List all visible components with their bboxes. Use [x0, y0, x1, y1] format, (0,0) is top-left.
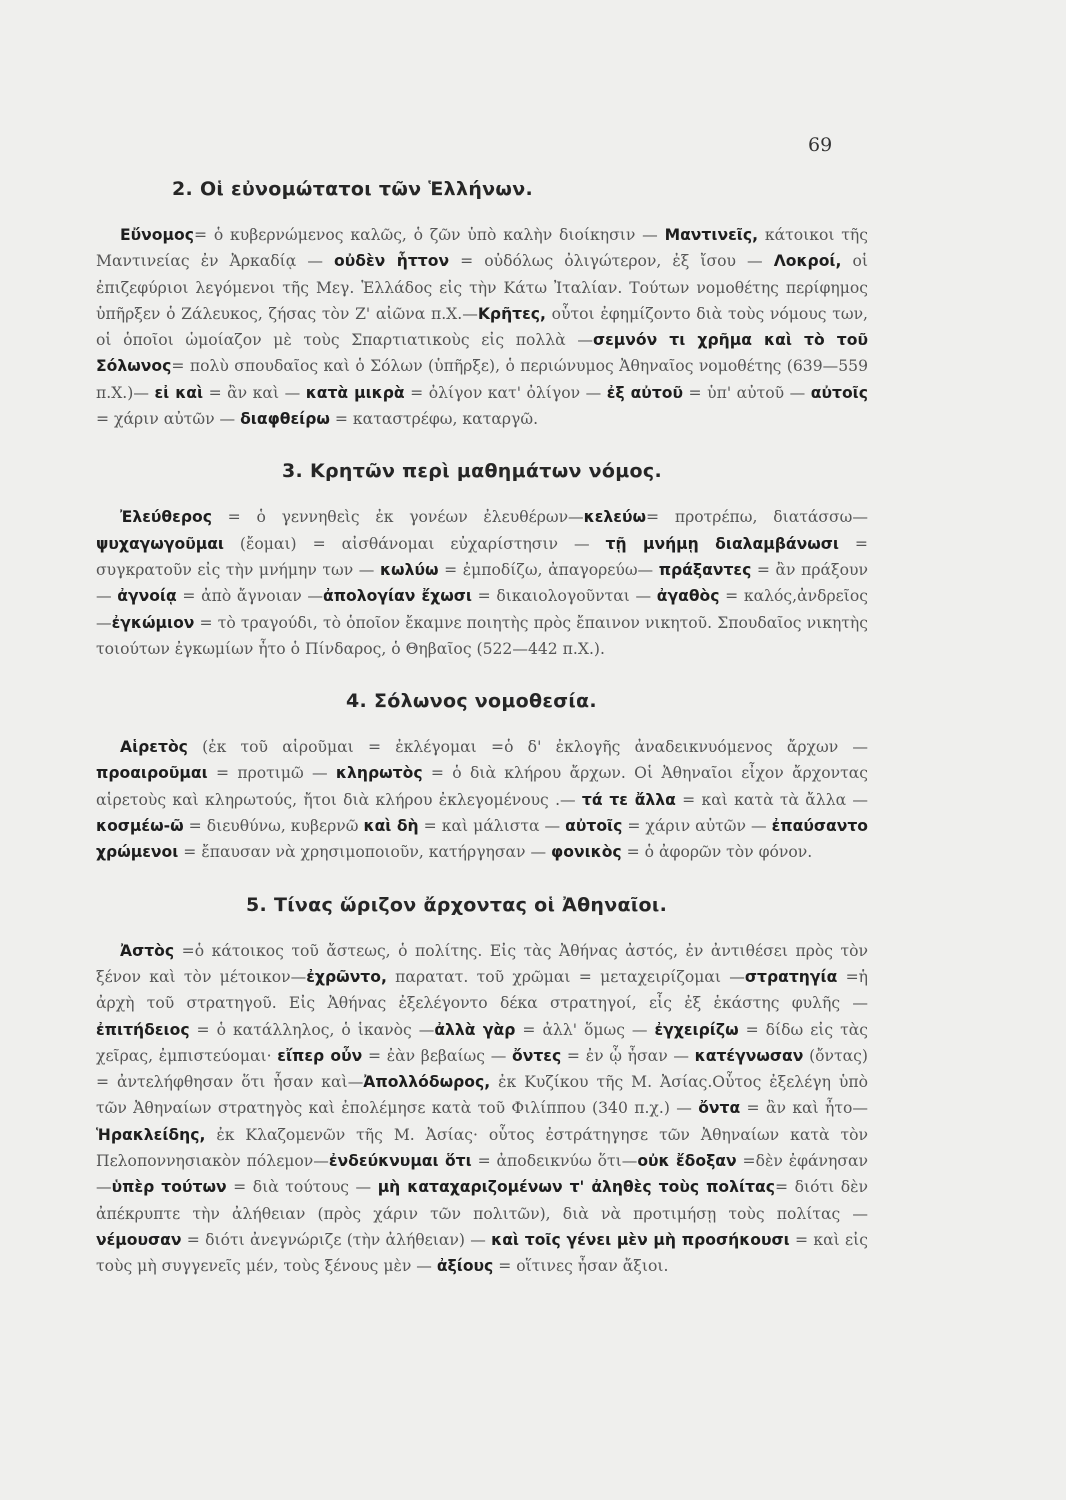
definition-text: = διὰ τούτους — [226, 1178, 378, 1197]
definition-text: = ὁ κυβερνώμενος καλῶς, ὁ ζῶν ὑπὸ καλὴν διοίκησιν — [193, 226, 665, 244]
glossary-term: ἀξίους [436, 1257, 494, 1276]
definition-text: (ἔομαι) = αἰσθάνομαι εὐχαρίστησιν — [224, 534, 606, 553]
definition-text: = διευθύνω, κυβερνῶ [183, 817, 364, 836]
glossary-term: νέμουσαν [96, 1230, 182, 1249]
glossary-term: ψυχαγωγοῦμαι [96, 534, 224, 553]
glossary-term: μὴ καταχαριζομένων τ' ἀληθὲς τοὺς πολίτας [377, 1178, 775, 1197]
definition-text: =ὁ κάτοικος τοῦ ἄστεως, ὁ πολίτης. Εἰς τὰς Ἀθήνας ἀστός, ἐν ἀντιθέσει πρὸς τὸν ξένον καὶ τὸν μέτοικον— [96, 941, 868, 986]
glossary-term: ὄντα [698, 1099, 741, 1118]
definition-text: = ἂν καὶ ἦτο— [740, 1099, 869, 1118]
page-content [96, 178, 868, 1280]
glossary-term: ἀγαθὸς [656, 587, 720, 606]
glossary-term: οὐδὲν ἧττον [333, 252, 450, 271]
definition-text: = ἀπὸ ἄγνοιαν — [176, 587, 323, 606]
glossary-term: ἐπαύσαντο χρώμενοι [96, 817, 868, 862]
definition-text: = καταστρέφω, καταργῶ. [329, 410, 539, 429]
glossary-term: ἐγχειρίζω [654, 1020, 739, 1039]
glossary-term: Ἐλεύθερος [120, 508, 212, 527]
glossary-term: κληρωτὸς [335, 764, 423, 783]
glossary-term: φονικὸς [551, 843, 622, 862]
glossary-term: Ἀπολλόδωρος, [363, 1073, 491, 1092]
definition-text: (ὄντας) = ἀντελήφθησαν ὅτι ἦσαν καὶ— [96, 1046, 869, 1092]
definition-text: = ὁ κατάλληλος, ὁ ἱκανὸς — [189, 1020, 435, 1039]
section-title: 4. Σόλωνος νομοθεσία. [346, 690, 597, 713]
definition-text: = ἂν πράξουν — [96, 560, 868, 606]
section-title: 5. Τίνας ὥριζον ἄρχοντας οἱ Ἀθηναῖοι. [246, 893, 668, 916]
glossary-term: κατὰ μικρὰ [305, 383, 405, 402]
definition-text: = πολὺ σπουδαῖος καὶ ὁ Σόλων (ὑπῆρξε), ὁ περιώνυμος Ἀθηναῖος νομοθέτης (639—559 π.Χ.)— [96, 357, 868, 402]
glossary-term: καὶ τοῖς γένει μὲν μὴ προσήκουσι [491, 1230, 790, 1249]
definition-text: = ὁ διὰ κλήρου ἄρχων. Οἱ Ἀθηναῖοι εἶχον ἄρχοντας αἱρετοὺς καὶ κληρωτούς, ἤτοι διὰ κλήρου ἐκλεγομένους .— [96, 764, 868, 809]
definition-text: = τὸ τραγούδι, τὸ ὁποῖον ἔκαμνε ποιητὴς πρὸς ἔπαινον νικητοῦ. Σπουδαῖος νικητὴς τοιούτων ἐγκωμίων ἦτο ὁ Πίνδαρος, ὁ Θηβαῖος (522—442 π.Χ.). [96, 613, 868, 658]
glossary-term: Αἱρετὸς [120, 738, 188, 757]
glossary-term: εἰ καὶ [154, 383, 204, 402]
glossary-term: ἀλλὰ γὰρ [434, 1020, 516, 1039]
glossary-term: ἐξ αὐτοῦ [606, 383, 684, 402]
glossary-term: Λοκροί, [773, 252, 842, 271]
definition-text: = καλός,ἀνδρεῖος— [96, 587, 868, 632]
definition-text: = οἵτινες ἦσαν ἄξιοι. [493, 1257, 669, 1276]
definition-text: = διότι δὲν ἀπέκρυπτε τὴν ἀλήθειαν (πρὸς χάριν τῶν πολιτῶν), διὰ νὰ προτιμήσῃ τοὺς πολίτας — [96, 1178, 868, 1223]
definition-text: οὗτοι ἐφημίζοντο διὰ τοὺς νόμους των, οἱ ὁποῖοι ὡμοίαζον μὲ τοὺς Σπαρτιατικοὺς εἰς πολλὰ — [96, 304, 869, 350]
definition-text: ἐκ Κλαζομενῶν τῆς Μ. Ἀσίας· οὗτος ἐστράτηγησε τῶν Ἀθηναίων κατὰ τὸν Πελοποννησιακὸν πόλεμον— [96, 1125, 868, 1171]
glossary-term: κατέγνωσαν [694, 1046, 804, 1065]
glossary-term: Εὔνομος [120, 226, 194, 244]
definition-text: (ἐκ τοῦ αἱροῦμαι = ἐκλέγομαι =ὁ δ' ἐκλογῆς ἀναδεικνυόμενος ἄρχων — [187, 738, 868, 757]
definition-text: = χάριν αὐτῶν — [622, 817, 772, 836]
glossary-term: Μαντινεῖς, [664, 226, 759, 244]
definition-text: =δὲν ἐφάνησαν— [96, 1152, 869, 1197]
glossary-term: κελεύω [583, 508, 647, 527]
glossary-term: ἀπολογίαν ἔχωσι [323, 587, 473, 606]
glossary-term: οὐκ ἔδοξαν [637, 1152, 737, 1171]
definition-text: = ἐὰν βεβαίως — [362, 1046, 513, 1065]
glossary-term: τά τε ἄλλα [581, 790, 676, 809]
definition-text: παρατατ. τοῦ χρῶμαι = μεταχειρίζομαι — [386, 967, 745, 986]
definition-text: = ἐν ᾧ ἦσαν — [561, 1046, 695, 1065]
glossary-term: καὶ δὴ [363, 817, 419, 836]
glossary-term: στρατηγία [744, 967, 838, 986]
definition-text: = ὑπ' αὐτοῦ — [683, 383, 811, 402]
definition-text: = συγκρατοῦν εἰς τὴν μνήμην των — [96, 534, 869, 579]
section-title: 2. Οἱ εὐνομώτατοι τῶν Ἑλλήνων. [172, 178, 533, 200]
definition-text: = καὶ εἰς τοὺς μὴ συγγενεῖς μέν, τοὺς ξένους μὲν — [96, 1230, 868, 1276]
glossary-term: ἐπιτήδειος [96, 1020, 190, 1039]
glossary-term: Κρῆτες, [477, 304, 546, 323]
glossary-term: Ἡρακλείδης, [96, 1125, 206, 1144]
glossary-term: σεμνόν τι χρῆμα καὶ τὸ τοῦ Σόλωνος [96, 331, 868, 376]
glossary-term: ἀγνοίᾳ [117, 587, 177, 606]
glossary-term: ἐνδεύκνυμαι ὅτι [328, 1152, 472, 1171]
glossary-term: πράξαντες [658, 560, 752, 579]
definition-text: = ὁ γεννηθεὶς ἐκ γονέων ἐλευθέρων— [211, 508, 584, 527]
section-title: 3. Κρητῶν περὶ μαθημάτων νόμος. [282, 460, 662, 483]
glossary-term: ἐχρῶντο, [306, 967, 387, 986]
definition-text: = ἂν καὶ — [203, 383, 306, 402]
definition-text: = προτρέπω, διατάσσω— [646, 508, 868, 527]
page-number: 69 [808, 134, 833, 156]
glossary-term: ὄντες [512, 1046, 562, 1065]
definition-text: =ἡ ἀρχὴ τοῦ στρατηγοῦ. Εἰς Ἀθήνας ἐξελέγοντο δέκα στρατηγοί, εἷς ἐξ ἑκάστης φυλῆς — [96, 967, 868, 1013]
definition-text: = ἔπαυσαν νὰ χρησιμοποιοῦν, κατήργησαν — [178, 843, 552, 862]
definition-text: = ἀλλ' ὅμως — [515, 1020, 655, 1039]
definition-text: = δίδω εἰς τὰς χεῖρας, ἐμπιστεύομαι· [96, 1020, 868, 1065]
glossary-term: ὑπὲρ τούτων [111, 1178, 227, 1197]
glossary-term: εἴπερ οὖν [277, 1046, 363, 1065]
definition-text: = ἐμποδίζω, ἀπαγορεύω— [438, 560, 659, 579]
glossary-term: ἐγκώμιον [111, 613, 195, 632]
definition-text: ἐκ Κυζίκου τῆς Μ. Ἀσίας.Οὗτος ἐξελέγη ὑπὸ τῶν Ἀθηναίων στρατηγὸς καὶ ἐπολέμησε κατὰ τοῦ Φιλίππου (340 π.χ.) — [96, 1073, 869, 1118]
definition-text: = καὶ κατὰ τὰ ἄλλα — [675, 790, 868, 809]
definition-text: = διότι ἀνεγνώριζε (τὴν ἀλήθειαν) — [181, 1230, 492, 1249]
glossary-term: κοσμέω-ῶ [96, 817, 184, 836]
definition-text: = προτιμῶ — [207, 764, 336, 783]
definition-text: = ἀποδεικνύω ὅτι— [471, 1152, 638, 1171]
section-body [96, 938, 868, 1280]
definition-text: κάτοικοι τῆς Μαντινείας ἐν Ἀρκαδίᾳ — [96, 226, 868, 271]
glossary-term: προαιροῦμαι [96, 764, 208, 783]
section-body [96, 222, 868, 432]
glossary-term: τῇ μνήμῃ διαλαμβάνωσι [605, 534, 839, 553]
glossary-term: αὐτοῖς [810, 383, 868, 402]
definition-text: = χάριν αὐτῶν — [96, 410, 241, 429]
glossary-term: κωλύω [379, 560, 439, 579]
glossary-term: διαφθείρω [240, 410, 330, 429]
definition-text: = καὶ μάλιστα — [418, 817, 566, 836]
glossary-term: αὐτοῖς [565, 817, 623, 836]
definition-text: = οὐδόλως ὀλιγώτερον, ἐξ ἴσου — [449, 252, 774, 271]
section-body [96, 504, 868, 662]
definition-text: = ὁ ἀφορῶν τὸν φόνον. [621, 843, 813, 862]
section-body [96, 734, 868, 865]
definition-text: = ὀλίγον κατ' ὀλίγον — [404, 383, 607, 402]
glossary-term: Ἀστὸς [120, 941, 175, 960]
definition-text: = δικαιολογοῦνται — [472, 587, 657, 606]
definition-text: οἱ ἐπιζεφύριοι λεγόμενοι τῆς Μεγ. Ἑλλάδος εἰς τὴν Κάτω Ἰταλίαν. Τούτων νομοθέτης περίφημος ὑπῆρξεν ὁ Ζάλευκος, ζήσας τὸν Ζ' αἰῶνα π.Χ.— [96, 252, 868, 323]
